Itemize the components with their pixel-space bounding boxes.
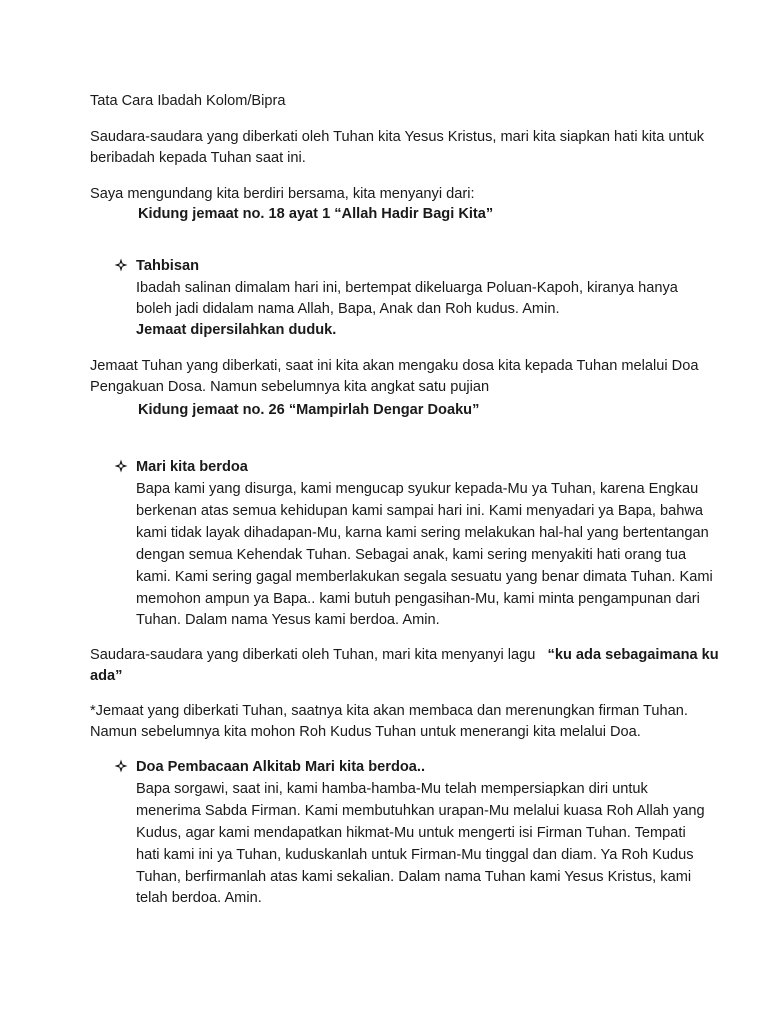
diamond-bullet-icon bbox=[114, 459, 128, 473]
tahbisan-line-1: Ibadah salinan dimalam hari ini, bertempat dikeluarga Poluan-Kapoh, kiranya hanya bbox=[136, 280, 678, 296]
prayer-line: Bapa kami yang disurga, kami mengucap syukur kepada-Mu ya Tuhan, karena Engkau bbox=[136, 481, 699, 497]
song-title: “ku ada sebagaimana ku bbox=[547, 647, 719, 663]
prayer-line: berkenan atas semua kehidupan kami sampai hari ini. Kami menyadari ya Bapa, bahwa bbox=[136, 503, 704, 519]
pembacaan-heading: Doa Pembacaan Alkitab Mari kita berdoa.. bbox=[136, 759, 425, 775]
prayer-line: kami tidak layak dihadapan-Mu, karna kami sering melakukan hal-hal yang bertentangan bbox=[136, 525, 709, 541]
nyanyi-line-1 bbox=[90, 646, 719, 664]
song-kj-26: Kidung jemaat no. 26 “Mampirlah Dengar Doaku” bbox=[138, 402, 480, 418]
intro-line-2: beribadah kepada Tuhan saat ini. bbox=[90, 150, 306, 166]
pengakuan-line-2: Pengakuan Dosa. Namun sebelumnya kita angkat satu pujian bbox=[90, 379, 490, 395]
diamond-bullet-icon bbox=[114, 258, 128, 272]
prayer-line: Tuhan. Dalam nama Yesus kami berdoa. Amin. bbox=[136, 612, 440, 628]
tahbisan-line-2: boleh jadi didalam nama Allah, Bapa, Anak dan Roh kudus. Amin. bbox=[136, 301, 560, 317]
pengakuan-line-1: Jemaat Tuhan yang diberkati, saat ini kita akan mengaku dosa kita kepada Tuhan melalui Doa bbox=[90, 358, 699, 374]
song-title-continued: ada” bbox=[90, 668, 123, 684]
pembacaan-line: menerima Sabda Firman. Kami membutuhkan urapan-Mu melalui kuasa Roh Allah yang bbox=[136, 803, 705, 819]
firman-line-2: Namun sebelumnya kita mohon Roh Kudus Tuhan untuk menerangi kita melalui Doa. bbox=[90, 724, 641, 740]
prayer-line: kami. Kami sering gagal memberlakukan segala sesuatu yang benar dimata Tuhan. Kami bbox=[136, 569, 713, 585]
tahbisan-instruction: Jemaat dipersilahkan duduk. bbox=[136, 322, 337, 338]
prayer-line: memohon ampun ya Bapa.. kami butuh pengasihan-Mu, kami minta pengampunan dari bbox=[136, 591, 700, 607]
pembacaan-line: telah berdoa. Amin. bbox=[136, 890, 262, 906]
tahbisan-heading: Tahbisan bbox=[136, 258, 199, 274]
firman-line-1: *Jemaat yang diberkati Tuhan, saatnya kita akan membaca dan merenungkan firman Tuhan. bbox=[90, 703, 688, 719]
pembacaan-line: Bapa sorgawi, saat ini, kami hamba-hamba-Mu telah mempersiapkan diri untuk bbox=[136, 781, 648, 797]
song-kj-18: Kidung jemaat no. 18 ayat 1 “Allah Hadir Bagi Kita” bbox=[138, 206, 494, 222]
diamond-bullet-icon bbox=[114, 759, 128, 773]
document-title: Tata Cara Ibadah Kolom/Bipra bbox=[90, 93, 286, 109]
invite-line: Saya mengundang kita berdiri bersama, kita menyanyi dari: bbox=[90, 186, 475, 202]
nyanyi-text: Saudara-saudara yang diberkati oleh Tuhan, mari kita menyanyi lagu bbox=[90, 647, 536, 663]
intro-line-1: Saudara-saudara yang diberkati oleh Tuhan kita Yesus Kristus, mari kita siapkan hati kita untuk bbox=[90, 129, 705, 145]
pembacaan-line: Tuhan, berfirmanlah atas kami sekalian. Dalam nama Tuhan kami Yesus Kristus, kami bbox=[136, 869, 692, 885]
pembacaan-line: Kudus, agar kami mendapatkan hikmat-Mu untuk mengerti isi Firman Tuhan. Tempati bbox=[136, 825, 686, 841]
pembacaan-line: hati kami ini ya Tuhan, kuduskanlah untuk Firman-Mu tinggal dan diam. Ya Roh Kudus bbox=[136, 847, 694, 863]
prayer-line: dengan semua Kehendak Tuhan. Sebagai anak, kami sering menyakiti hati orang tua bbox=[136, 547, 687, 563]
berdoa-heading: Mari kita berdoa bbox=[136, 459, 248, 475]
